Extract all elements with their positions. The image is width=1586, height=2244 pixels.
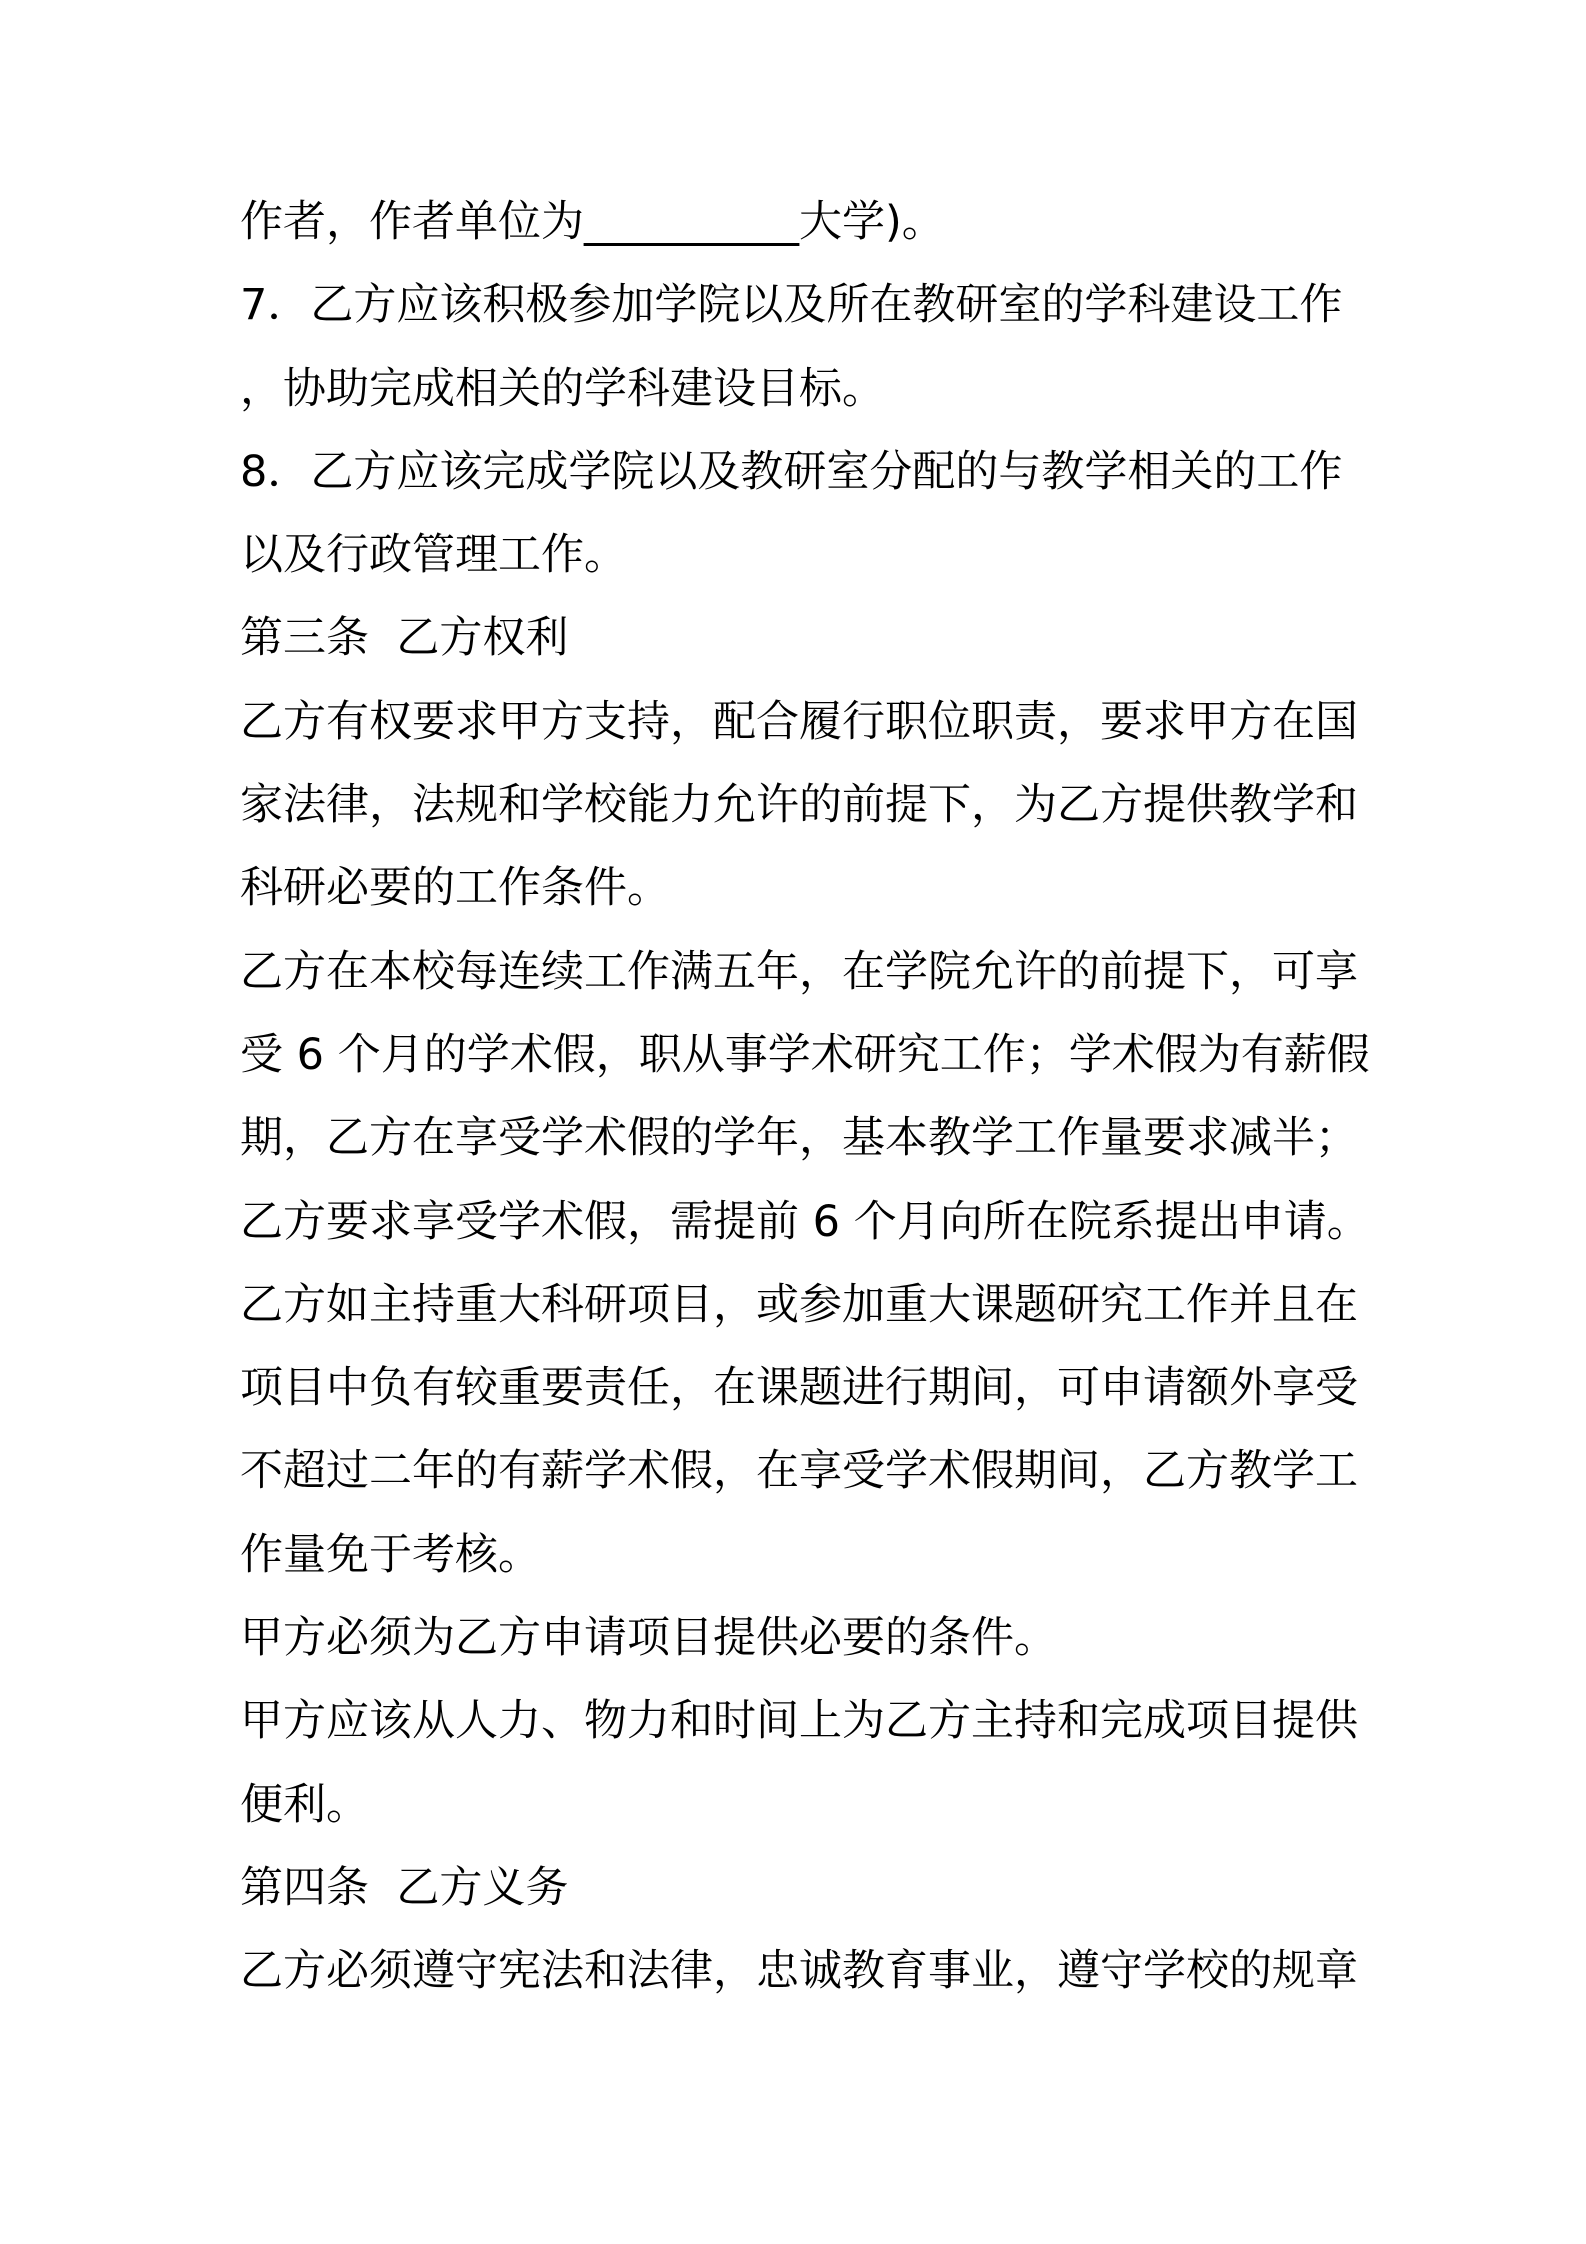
text-line: 甲方应该从人力、物力和时间上为乙方主持和完成项目提供: [240, 1696, 1358, 1747]
text-line: 科研必要的工作条件。: [240, 863, 670, 914]
text-line: 乙方必须遵守宪法和法律，忠诚教育事业，遵守学校的规章: [240, 1946, 1358, 1997]
text-line: 便利。: [240, 1779, 369, 1830]
text-line: 乙方要求享受学术假，需提前 6 个月向所在院系提出申请。: [240, 1196, 1370, 1247]
text-line: 项目中负有较重要责任，在课题进行期间，可申请额外享受: [240, 1363, 1358, 1414]
section-heading: 第四条 乙方义务: [240, 1862, 569, 1913]
text-line: 乙方有权要求甲方支持，配合履行职位职责，要求甲方在国: [240, 696, 1358, 747]
text-line: ，协助完成相关的学科建设目标。: [240, 363, 885, 414]
text-line: 作者，作者单位为__________大学)。: [240, 197, 945, 247]
section-heading: 第三条 乙方权利: [240, 613, 569, 664]
text-line: 乙方在本校每连续工作满五年，在学院允许的前提下，可享: [240, 946, 1358, 997]
text-line: 以及行政管理工作。: [240, 530, 627, 581]
text-line: 家法律，法规和学校能力允许的前提下，为乙方提供教学和: [240, 780, 1358, 831]
document-body: [240, 197, 1370, 2030]
text-line: 受 6 个月的学术假，职从事学术研究工作；学术假为有薪假: [240, 1029, 1370, 1080]
text-line: 期，乙方在享受学术假的学年，基本教学工作量要求减半；: [240, 1113, 1358, 1164]
text-line: 8．乙方应该完成学院以及教研室分配的与教学相关的工作: [240, 446, 1343, 497]
text-line: 乙方如主持重大科研项目，或参加重大课题研究工作并且在: [240, 1279, 1358, 1330]
text-line: 甲方必须为乙方申请项目提供必要的条件。: [240, 1613, 1057, 1664]
text-line: 作量免于考核。: [240, 1529, 541, 1580]
text-line: 7．乙方应该积极参加学院以及所在教研室的学科建设工作: [240, 280, 1343, 331]
text-line: 不超过二年的有薪学术假，在享受学术假期间，乙方教学工: [240, 1446, 1358, 1497]
